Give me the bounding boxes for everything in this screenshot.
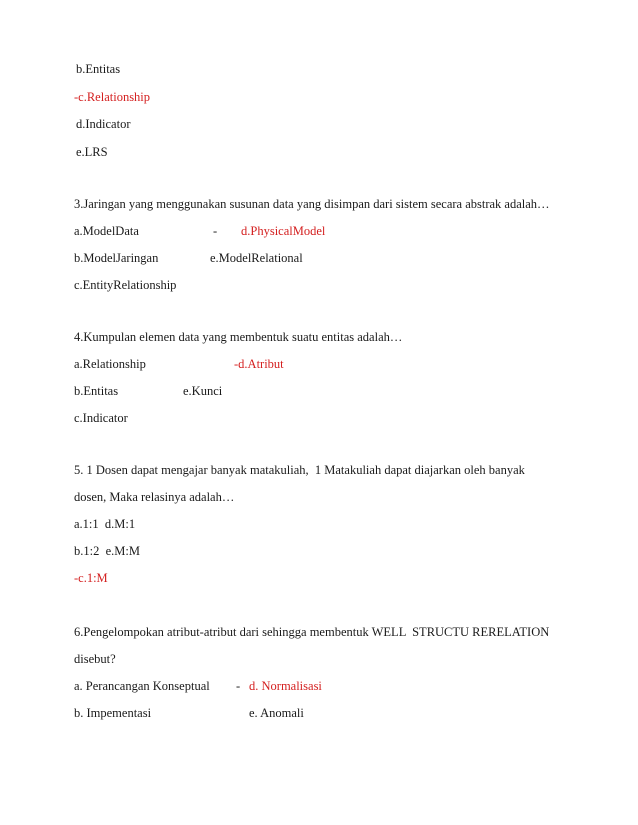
q5-option-c-answer: -c.1:M xyxy=(74,571,108,585)
q3-option-a: a.ModelData xyxy=(74,224,139,238)
q2-option-d: d.Indicator xyxy=(76,117,131,131)
q5-options-a-d: a.1:1 d.M:1 xyxy=(74,517,136,531)
q4-option-e: e.Kunci xyxy=(183,384,223,398)
q6-option-d-answer: d. Normalisasi xyxy=(249,679,322,693)
q5-question-line1: 5. 1 Dosen dapat mengajar banyak matakuliah, 1 Matakuliah dapat diajarkan oleh banyak xyxy=(74,463,525,477)
q5-question-line2: dosen, Maka relasinya adalah… xyxy=(74,490,235,504)
q3-option-c: c.EntityRelationship xyxy=(74,278,177,292)
q3-question: 3.Jaringan yang menggunakan susunan data yang disimpan dari sistem secara abstrak adalah… xyxy=(74,197,550,211)
q6-dash: - xyxy=(236,679,241,693)
q4-question: 4.Kumpulan elemen data yang membentuk suatu entitas adalah… xyxy=(74,330,403,344)
q3-dash: - xyxy=(213,224,218,238)
q4-option-c: c.Indicator xyxy=(74,411,128,425)
q5-options-b-e: b.1:2 e.M:M xyxy=(74,544,140,558)
q6-option-b: b. Impementasi xyxy=(74,706,152,720)
q6-option-a: a. Perancangan Konseptual xyxy=(74,679,210,693)
q3-option-b: b.ModelJaringan xyxy=(74,251,159,265)
q4-option-d-answer: -d.Atribut xyxy=(234,357,284,371)
q4-option-b: b.Entitas xyxy=(74,384,119,398)
q4-option-a: a.Relationship xyxy=(74,357,146,371)
q2-option-c-answer: -c.Relationship xyxy=(74,90,151,104)
q2-option-e: e.LRS xyxy=(76,145,108,159)
q6-option-e: e. Anomali xyxy=(249,706,304,720)
q3-option-e: e.ModelRelational xyxy=(210,251,303,265)
q2-option-b: b.Entitas xyxy=(76,62,121,76)
q3-option-d-answer: d.PhysicalModel xyxy=(241,224,326,238)
q6-question-line2: disebut? xyxy=(74,652,116,666)
q6-question-line1: 6.Pengelompokan atribut-atribut dari sehingga membentuk WELL STRUCTU RERELATION xyxy=(74,625,550,639)
